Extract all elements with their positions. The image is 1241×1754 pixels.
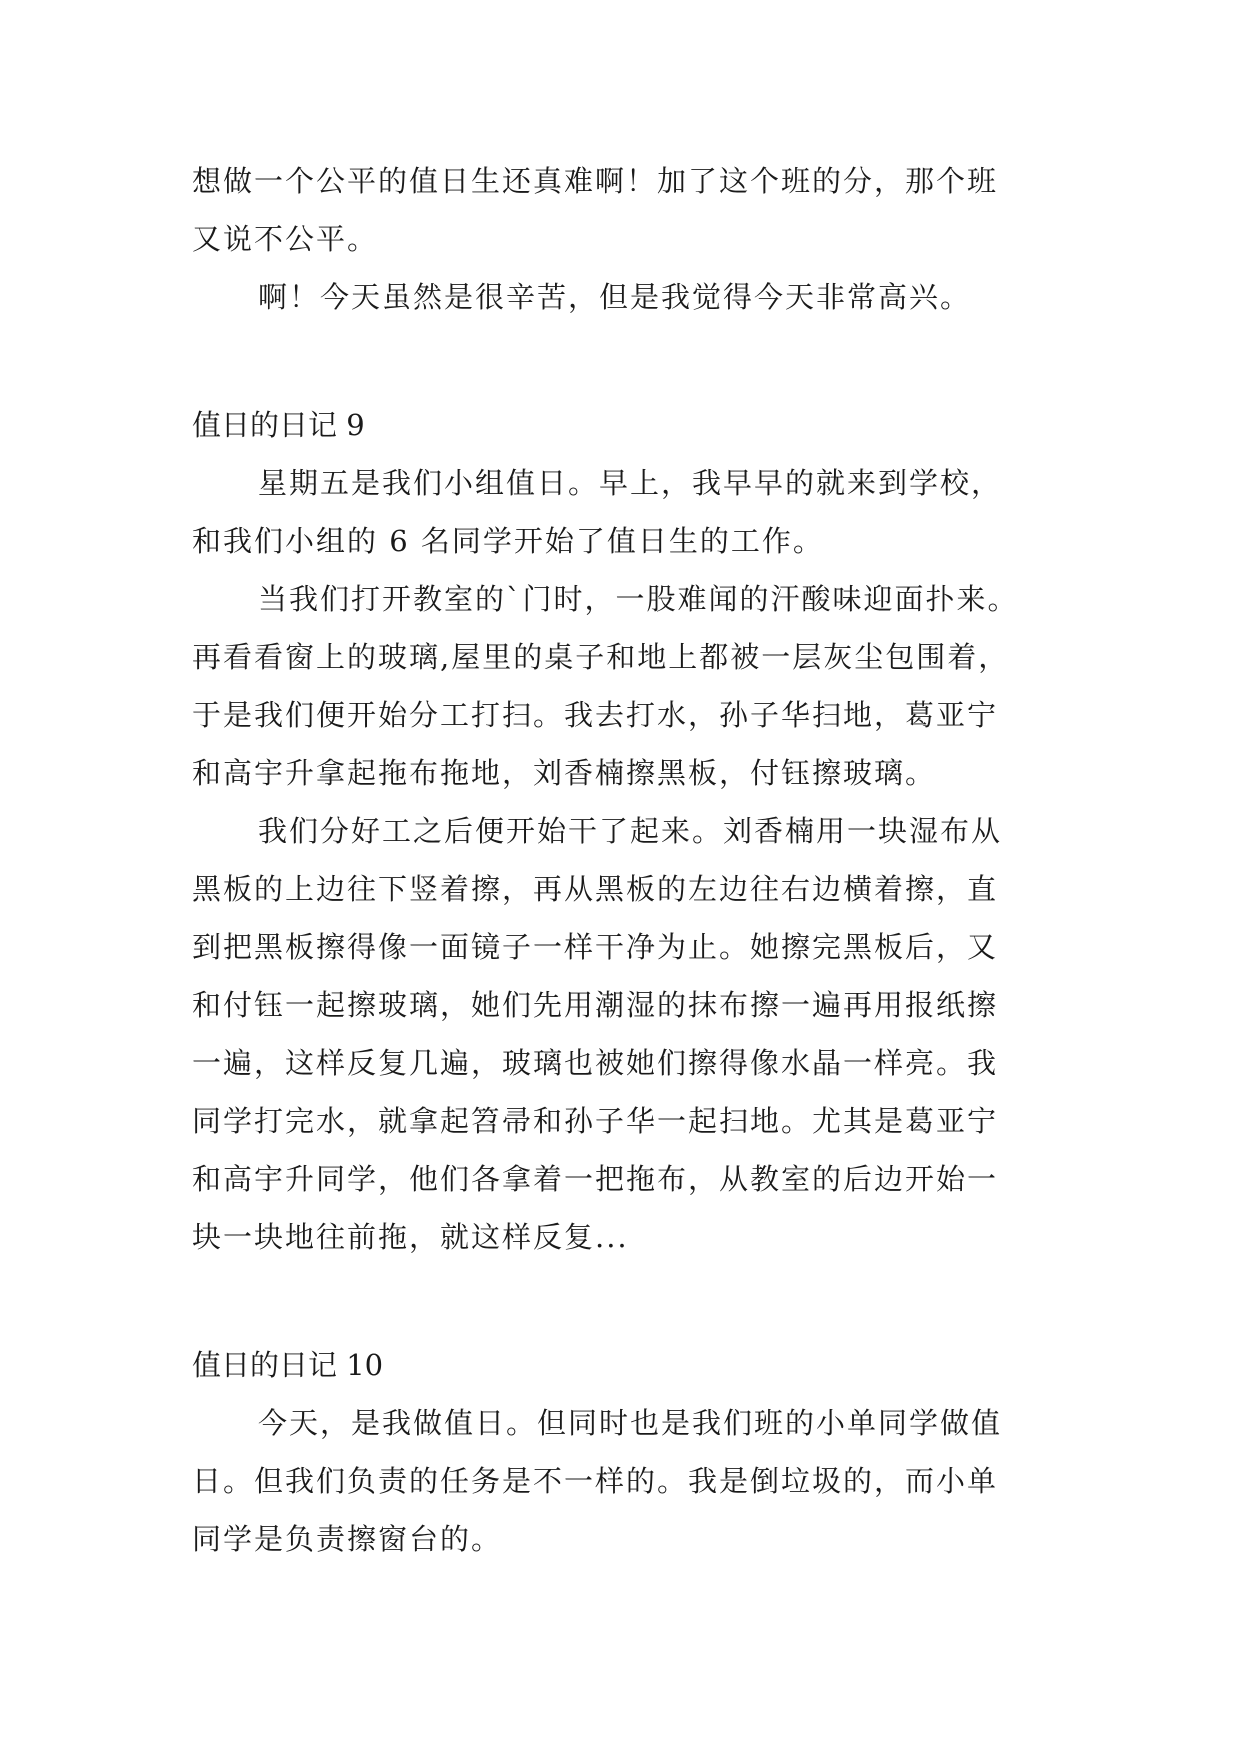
diary-9-title: 值日的日记 9	[192, 408, 365, 442]
text-line: 一遍，这样反复几遍，玻璃也被她们擦得像水晶一样亮。我	[192, 1046, 999, 1080]
text-line: 和付钰一起擦玻璃，她们先用潮湿的抹布擦一遍再用报纸擦	[192, 988, 999, 1022]
document-page	[192, 152, 1054, 1568]
text-line: 同学打完水，就拿起笤帚和孙子华一起扫地。尤其是葛亚宁	[192, 1104, 999, 1138]
closing-paragraph: 啊！今天虽然是很辛苦，但是我觉得今天非常高兴。	[258, 280, 972, 314]
intro-paragraph	[192, 152, 1054, 268]
text-line: 和高宇升拿起拖布拖地，刘香楠擦黑板，付钰擦玻璃。	[192, 756, 937, 790]
diary-9-paragraph-1	[192, 454, 1054, 570]
text-line: 和我们小组的 6 名同学开始了值日生的工作。	[192, 524, 824, 558]
text-line: 到把黑板擦得像一面镜子一样干净为止。她擦完黑板后，又	[192, 930, 999, 964]
text-line: 星期五是我们小组值日。早上，我早早的就来到学校，	[258, 466, 1003, 500]
text-line: 我们分好工之后便开始干了起来。刘香楠用一块湿布从	[258, 814, 1003, 848]
text-line: 日。但我们负责的任务是不一样的。我是倒垃圾的，而小单	[192, 1464, 999, 1498]
text-line: 当我们打开教室的`门时，一股难闻的汗酸味迎面扑来。	[258, 582, 1019, 616]
text-line: 再看看窗上的玻璃,屋里的桌子和地上都被一层灰尘包围着，	[192, 640, 1010, 674]
text-line: 块一块地往前拖，就这样反复...	[192, 1220, 629, 1254]
text-line: 和高宇升同学，他们各拿着一把拖布，从教室的后边开始一	[192, 1162, 999, 1196]
diary-10-title: 值日的日记 10	[192, 1348, 384, 1382]
text-line: 想做一个公平的值日生还真难啊！加了这个班的分，那个班	[192, 164, 999, 198]
diary-9-paragraph-2	[192, 570, 1054, 802]
text-line: 黑板的上边往下竖着擦，再从黑板的左边往右边横着擦，直	[192, 872, 999, 906]
text-line: 又说不公平。	[192, 222, 379, 256]
text-line: 今天，是我做值日。但同时也是我们班的小单同学做值	[258, 1406, 1003, 1440]
text-line: 同学是负责擦窗台的。	[192, 1522, 503, 1556]
diary-10-paragraph-1	[192, 1394, 1054, 1568]
text-line: 于是我们便开始分工打扫。我去打水，孙子华扫地，葛亚宁	[192, 698, 999, 732]
diary-9-paragraph-3	[192, 802, 1054, 1266]
